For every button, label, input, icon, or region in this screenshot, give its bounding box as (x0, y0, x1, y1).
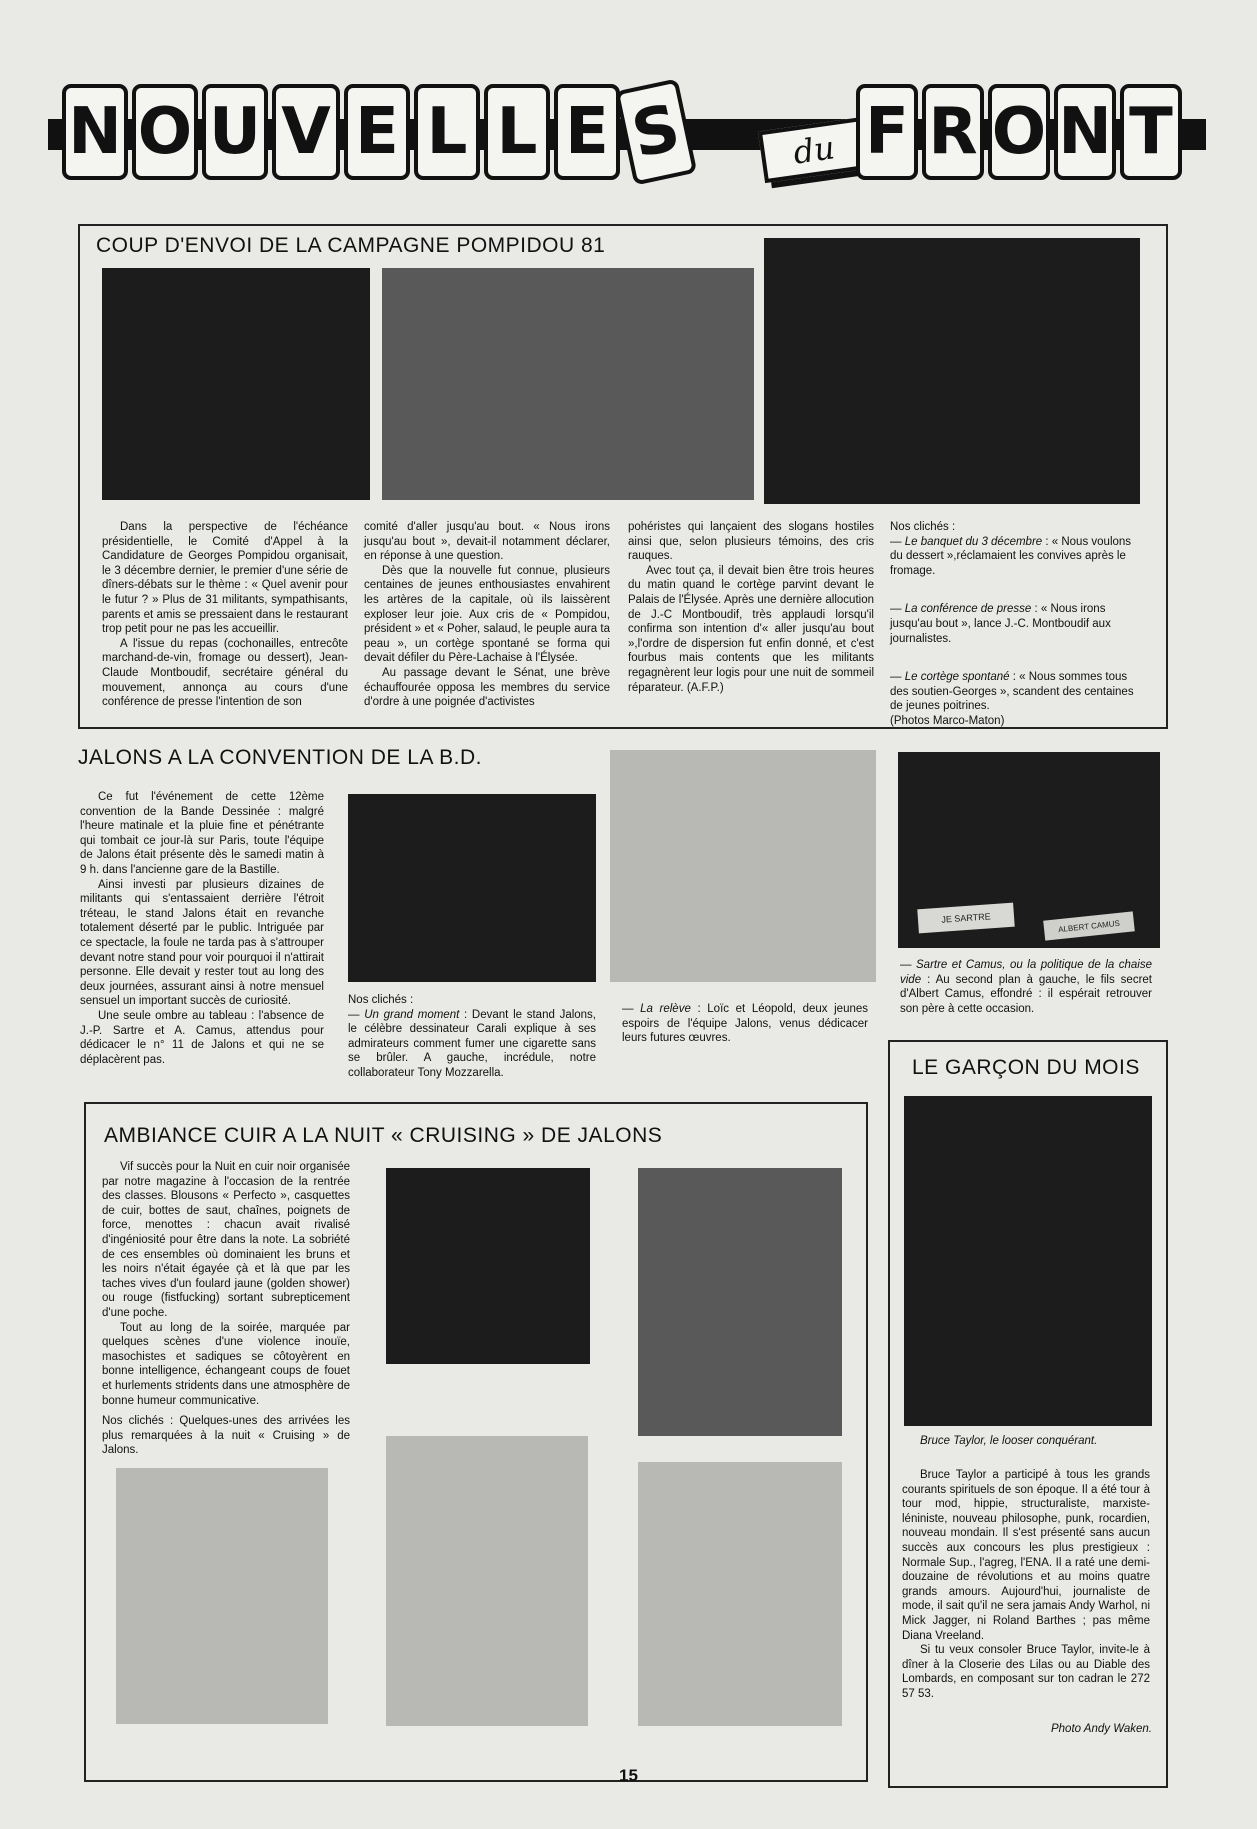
paragraph: Ainsi investi par plusieurs dizaines de militants qui s'entassaient derrière l'étroit tréteau, le stand Jalons était en revanche totalement déserté par le public. Intriguée par ce spectacle, la foule ne tarda pas à s'attrouper devant notre stand pour voir pourquoi il n'attirait personne. Elle devait y rester tout au long des deux journées, assurant ainsi à notre mensuel sensuel un important succès de curiosité. (80, 878, 324, 1008)
photo-cruising-1 (386, 1168, 590, 1364)
article-bd-title: JALONS A LA CONVENTION DE LA B.D. (78, 746, 482, 769)
photo-bruce-caption: Bruce Taylor, le looser conquérant. (920, 1435, 1098, 1447)
article-pompidou-col3 (628, 520, 874, 695)
caption-chaise-vide: — Sartre et Camus, ou la politique de la chaise vide : Au second plan à gauche, le fils secret d'Albert Camus, effondré : il espérait retrouver son père à cette occasion. (900, 959, 1153, 1015)
page-number: 15 (619, 1766, 638, 1785)
photo-cortege (764, 238, 1140, 504)
masthead-letter-l2: L (484, 84, 550, 180)
paragraph: pohéristes qui lançaient des slogans hostiles ainsi que, selon plusieurs témoins, des cris rauques. (628, 521, 874, 563)
paragraph: A l'issue du repas (cochonailles, entrecôte marchand-de-vin, fromage ou dessert), Jean-Claude Montboudif, secrétaire général du mouvement, annonça au cours d'une conférence de presse l'intention de son (102, 637, 348, 709)
article-cruising-title: AMBIANCE CUIR A LA NUIT « CRUISING » DE JALONS (104, 1124, 663, 1147)
article-bd-body (80, 790, 324, 1067)
caption-press: — La conférence de presse : « Nous irons jusqu'au bout », lance J.-C. Montboudif aux journalistes. (890, 603, 1111, 645)
masthead-letter-o: O (132, 84, 198, 180)
paragraph: Ce fut l'événement de cette 12ème convention de la Bande Dessinée : malgré l'heure matinale et la pluie fine et pénétrante qui tombait ce jour-là sur Paris, toute l'équipe de Jalons était présente dès le samedi matin à 9 h. dans l'ancienne gare de la Bastille. (80, 791, 324, 876)
caption-label: Le cortège spontané (904, 671, 1010, 684)
paragraph: Une seule ombre au tableau : l'absence de J.-P. Sartre et A. Camus, attendus pour dédicacer le n° 11 de Jalons et qui ne se déplacèrent pas. (80, 1009, 324, 1066)
photo-credit: (Photos Marco-Maton) (890, 714, 1005, 727)
caption-text: : Au second plan à gauche, le fils secret d'Albert Camus, effondré : il espérait retrouver son père à cette occasion. (900, 973, 1152, 1015)
article-garcon-body (902, 1468, 1150, 1702)
masthead-letter-e2: E (554, 84, 620, 180)
paragraph: Au passage devant le Sénat, une brève échauffourée opposa les membres du service d'ordre à une poignée d'activistes (364, 666, 610, 709)
masthead-letter-l: L (414, 84, 480, 180)
paragraph: Avec tout ça, il devait bien être trois heures du matin quand le cortège parvint devant le Palais de l'Élysée. Après une dernière allocution de J.-C Montboudif, très applaudi lorsqu'il confirma son intention d'« aller jusqu'au bout »,l'ordre de dispersion fut enfin donné, et c'est fourbus mais contents que les militants regagnèrent leur logis pour une nuit de sommeil réparateur. (A.F.P.) (628, 564, 874, 694)
paragraph: Dans la perspective de l'échéance présidentielle, le Comité d'Appel à la Candidature de Georges Pompidou organisait, le 3 décembre dernier, le premier d'une série de dîners-débats sur le thème : « Quel avenir pour le futur ? » Plus de 31 militants, sympathisants, parents et amis se pressaient dans le restaurant trop petit pour ne pas les accueillir. (102, 521, 348, 636)
captions-intro: Nos clichés : (890, 521, 956, 533)
photo-credit: Photo Andy Waken. (1050, 1723, 1152, 1735)
masthead-letter-v: V (272, 84, 340, 180)
caption-label: Le banquet du 3 décembre (904, 535, 1043, 548)
masthead-du: du (758, 117, 870, 183)
paragraph: Tout au long de la soirée, marquée par quelques scènes d'une violence inouïe, masochistes et sadiques se côtoyèrent en bonne intelligence, échangeant coups de fouet et hurlements stridents dans une atmosphère de bonne humeur communicative. (102, 1321, 350, 1407)
caption-text: : « Nous irons jusqu'au bout », lance J.-C. Montboudif aux journalistes. (890, 603, 1111, 645)
photo-banquet (102, 268, 370, 500)
caption-cortege: — Le cortège spontané : « Nous sommes tous des soutien-Georges », scandent des centaines de jeunes poitrines. (890, 671, 1134, 713)
photo-bruce-taylor (904, 1096, 1152, 1426)
caption-carali: Nos clichés : — Un grand moment : Devant le stand Jalons, le célèbre dessinateur Carali explique à ses admirateurs comment fumer une cigarette sans se brûler. A gauche, incrédule, notre collaborateur Tony Mozzarella. (348, 994, 597, 1079)
caption-text: : Loïc et Léopold, deux jeunes espoirs de l'équipe Jalons, venus dédicacer leurs futures œuvres. (622, 1003, 869, 1045)
masthead-letter-n2: N (1054, 84, 1116, 180)
article-pompidou-col1 (102, 520, 348, 710)
photo-press-conference (382, 268, 754, 500)
article-pompidou-title: COUP D'ENVOI DE LA CAMPAGNE POMPIDOU 81 (96, 234, 606, 257)
article-pompidou-captions (890, 520, 1144, 729)
paragraph: Dès que la nouvelle fut connue, plusieurs centaines de jeunes enthousiastes envahirent les artères de la capitale, où ils laissèrent exploser leur joie. Aux cris de « Pompidou, président » et « Poher, salaud, le peuple aura ta peau », un cortège spontané se forma qui devait défiler du Père-Lachaise à l'Élysée. (364, 564, 610, 665)
caption-text: : « Nous voulons du dessert »,réclamaient les convives après le fromage. (890, 535, 1132, 577)
article-cruising-body (102, 1160, 350, 1408)
caption-la-releve: — La relève : Loïc et Léopold, deux jeunes espoirs de l'équipe Jalons, venus dédicacer leurs futures œuvres. (622, 1003, 869, 1045)
photo-cruising-4 (386, 1436, 588, 1726)
sign-sartre: JE SARTRE (917, 903, 1014, 934)
masthead-letter-n: N (62, 84, 128, 180)
masthead-letter-t: T (1120, 84, 1182, 180)
photo-la-releve (610, 750, 876, 982)
photo-chaise-vide (898, 752, 1160, 948)
caption-cruising: Nos clichés : Quelques-unes des arrivées les plus remarquées à la nuit « Cruising » de Jalons. (102, 1415, 350, 1457)
paragraph: Bruce Taylor a participé à tous les grands courants spirituels de son époque. Il a été tour à tour mod, hippie, structuraliste, marxiste-léniniste, nouveau philosophe, punk, rocardien, nouveau mondain. Il s'est présenté sans aucun succès aux concours les plus prestigieux : Normale Sup., l'agreg, l'ENA. Il a raté une demi-douzaine de révolutions et au moins quatre grands amours. Aujourd'hui, journaliste de mode, il sait qu'il ne sera jamais Andy Warhol, ni Mick Jagger, ni Roland Barthes ; pas même Diana Vreeland. (902, 1469, 1150, 1642)
caption-label: Sartre et Camus, ou la politique de la chaise vide (900, 959, 1153, 986)
sign-camus: ALBERT CAMUS (1043, 911, 1135, 940)
caption-text: : « Nous sommes tous des soutien-Georges », scandent des centaines de jeunes poitrines. (890, 671, 1134, 713)
photo-cruising-5 (638, 1462, 842, 1726)
caption-text: : Devant le stand Jalons, le célèbre dessinateur Carali explique à ses admirateurs comment fumer une cigarette sans se brûler. A gauche, incrédule, notre collaborateur Tony Mozzarella. (348, 1008, 597, 1079)
paragraph: Si tu veux consoler Bruce Taylor, invite-le à dîner à la Closerie des Lilas ou au Diable des Lombards, en composant sur ton cadran le 272 57 53. (902, 1644, 1150, 1700)
paragraph: comité d'aller jusqu'au bout. « Nous irons jusqu'au bout », devait-il notamment déclarer, en réponse à une question. (364, 521, 610, 563)
masthead-letter-o2: O (988, 84, 1050, 180)
paragraph: Vif succès pour la Nuit en cuir noir organisée par notre magazine à l'occasion de la rentrée des classes. Blousons « Perfecto », casquettes de cuir, bottes de saut, chaînes, poignets de force, menottes : chacun avait rivalisé d'ingéniosité pour être dans la note. La sobriété de ces ensembles où dominaient les bruns et les noirs n'était égayée çà et là que par les taches vives d'un foulard jaune (golden shower) ou rouge (fistfucking) sortant subrepticement d'une poche. (102, 1161, 350, 1319)
caption-label: La conférence de presse (904, 603, 1032, 616)
caption-label: La relève (640, 1003, 691, 1015)
photo-carali-stand (348, 794, 596, 982)
article-pompidou-col2 (364, 520, 610, 710)
caption-label: Un grand moment (364, 1008, 460, 1021)
caption-banquet: — Le banquet du 3 décembre : « Nous voulons du dessert »,réclamaient les convives après le fromage. (890, 535, 1132, 577)
photo-cruising-3 (116, 1468, 328, 1724)
photo-cruising-2 (638, 1168, 842, 1436)
masthead-letter-s: S (615, 78, 698, 185)
captions-intro: Nos clichés : (348, 994, 414, 1006)
masthead-letter-r: R (922, 84, 984, 180)
masthead-letter-u: U (202, 84, 268, 180)
article-garcon-title: LE GARÇON DU MOIS (912, 1056, 1140, 1079)
masthead-letter-e: E (344, 84, 410, 180)
masthead-letter-f: F (856, 84, 918, 180)
